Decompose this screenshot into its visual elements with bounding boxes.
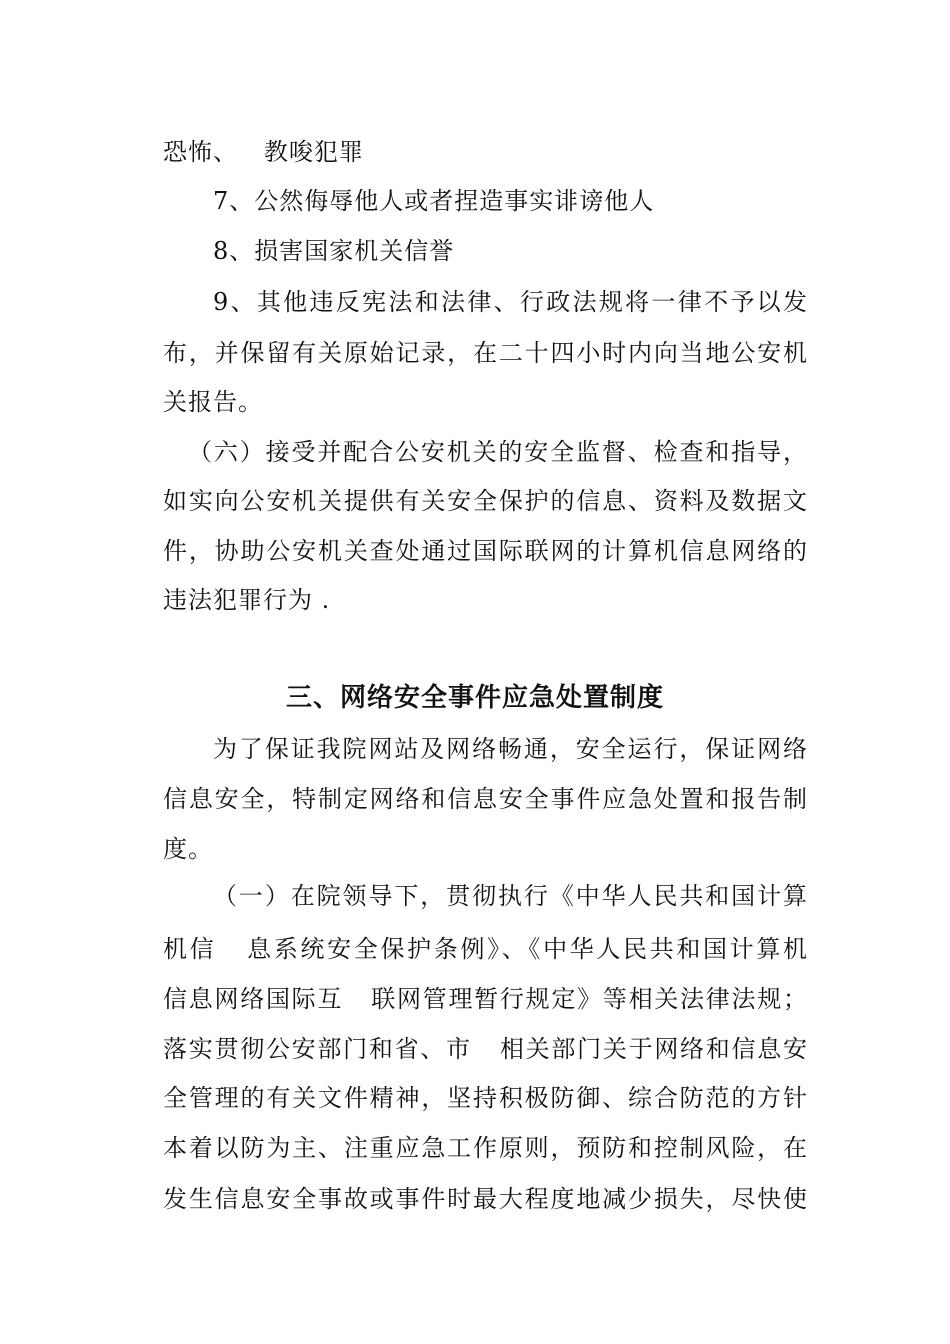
list-item-9-line-3: 关报告。 xyxy=(163,388,263,416)
item-1-line-3: 信息网络国际互 联网管理暂行规定》等相关法律法规； xyxy=(163,985,808,1013)
list-item-9-line-2: 布，并保留有关原始记录，在二十四小时内向当地公安机 xyxy=(163,339,808,367)
item-1-line-7: 发生信息安全事故或事件时最大程度地减少损失，尽快使 xyxy=(163,1185,808,1213)
list-item-6-line-2: 如实向公安机关提供有关安全保护的信息、资料及数据文 xyxy=(163,487,808,515)
intro-line-2: 信息安全，特制定网络和信息安全事件应急处置和报告制 xyxy=(163,785,808,813)
list-item-6-line-3: 件，协助公安机关查处通过国际联网的计算机信息网络的 xyxy=(163,537,808,565)
item-1-line-1: （一）在院领导下，贯彻执行《中华人民共和国计算 xyxy=(213,882,808,910)
list-item-6-line-4: 违法犯罪行为 . xyxy=(163,586,331,614)
text-line: 恐怖、 教唆犯罪 xyxy=(163,138,364,166)
list-item-8: 8、损害国家机关信誉 xyxy=(213,237,455,265)
item-1-line-5: 全管理的有关文件精神，坚持积极防御、综合防范的方针 xyxy=(163,1084,808,1112)
section-heading: 三、网络安全事件应急处置制度 xyxy=(285,683,664,713)
list-item-9-line-1: 9、其他违反宪法和法律、行政法规将一律不予以发 xyxy=(213,288,808,316)
intro-line-3: 度。 xyxy=(163,835,213,863)
item-1-line-2: 机信 息系统安全保护条例》、《中华人民共和国计算机 xyxy=(163,935,808,963)
item-1-line-4: 落实贯彻公安部门和省、市 相关部门关于网络和信息安 xyxy=(163,1035,808,1063)
intro-line-1: 为了保证我院网站及网络畅通，安全运行，保证网络 xyxy=(213,735,808,763)
list-item-7: 7、公然侮辱他人或者捏造事实诽谤他人 xyxy=(213,187,655,215)
item-1-line-6: 本着以防为主、注重应急工作原则，预防和控制风险，在 xyxy=(163,1134,808,1162)
list-item-6-line-1: （六）接受并配合公安机关的安全监督、检查和指导， xyxy=(188,438,808,466)
